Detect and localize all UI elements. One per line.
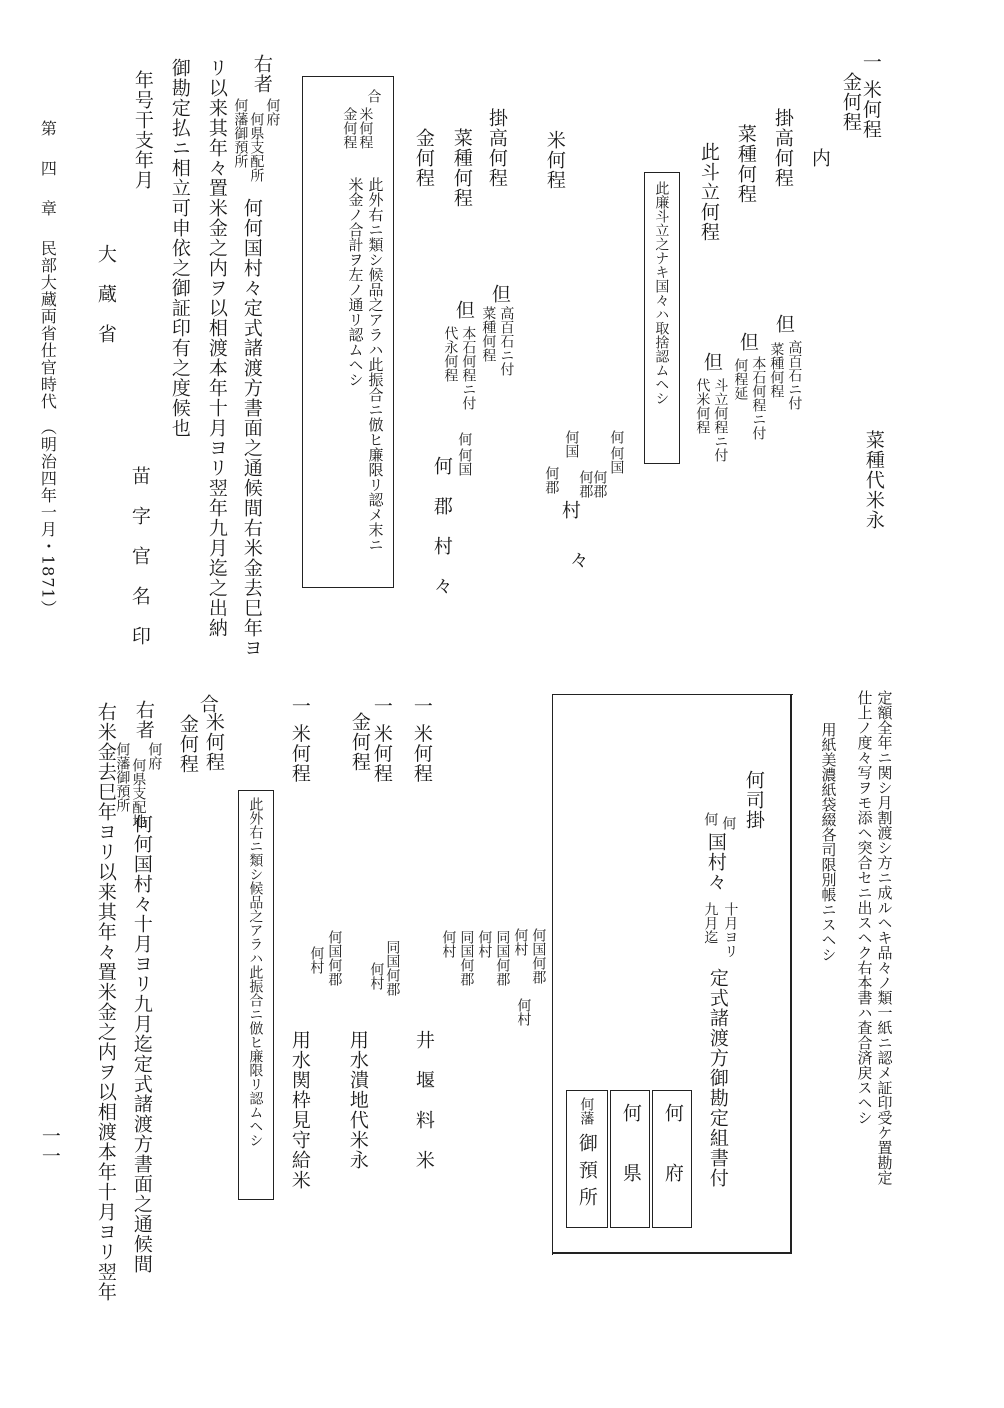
kakedaka-2: 掛高何程: [485, 108, 508, 188]
loc-mura: 村: [558, 500, 581, 520]
nani-a: 何: [720, 816, 737, 830]
t2-a: 本石何程ニ付: [750, 356, 767, 440]
loc-gun-3: 何郡: [543, 466, 560, 494]
row3-loc-b: 何村: [308, 946, 325, 974]
kugatsu: 九月迄: [702, 902, 719, 944]
row1-loc-c: 何村: [515, 998, 532, 1026]
fuken-2: 何県支配所: [248, 112, 265, 182]
row2-name: 用水潰地代米永: [346, 1030, 369, 1170]
nani-b: 何: [702, 812, 719, 826]
t4-b: 菜種何程: [480, 306, 497, 362]
seal-ken-text: 何 県: [619, 1103, 642, 1183]
row3-name: 用水関枠見守給米: [288, 1030, 311, 1190]
box2-gold: 金何程: [341, 107, 358, 149]
note-box-1-text: 此廉斗立之ナキ国々ハ取捨認ムヘシ: [653, 181, 670, 405]
body-b2: 右米金去巳年ヨリ以来其年々置米金之内ヲ以相渡本年十月ヨリ翌年: [94, 702, 117, 1302]
row1-loc-d: 同国何郡: [494, 930, 511, 986]
tadashi-2: 但: [736, 332, 759, 352]
natane-2: 菜種何程: [450, 128, 473, 208]
han-1: 何藩御預所: [232, 98, 249, 168]
seal-han: [566, 1090, 608, 1228]
row2-rice: 一 米何程: [370, 696, 393, 784]
tadashi-4: 但: [488, 284, 511, 304]
note-line-3: 用紙美濃紙袋綴各司限別帳ニスヘシ: [819, 722, 838, 962]
seal-fu: [652, 1090, 692, 1228]
natane: 菜種何程: [734, 124, 757, 204]
row1-loc-b: 何村: [512, 928, 529, 956]
kakedaka: 掛高何程: [771, 108, 794, 188]
note-line-1: 定額全年ニ関シ月割渡シ方ニ成ルヘキ品々ノ類一紙ニ認メ証印受ケ置勘定: [875, 690, 894, 1185]
t5-b: 代永何程: [442, 326, 459, 382]
fu-2: 何府: [146, 742, 163, 770]
gun-son: 何 郡 村 々: [430, 456, 453, 596]
fuken-1: 何府: [264, 98, 281, 126]
kuni-mura: 国村々: [704, 832, 727, 892]
myoji-kanmei-in: 苗 字 官 名 印: [128, 466, 151, 646]
box2-line-2: 米金ノ合計ヲ左ノ通リ認ムヘシ: [346, 177, 365, 387]
seal-ken: [610, 1090, 650, 1228]
body-line-2: リ以来其年々置米金之内ヲ以相渡本年十月ヨリ翌年九月迄之出納: [205, 58, 228, 638]
migi-sha-2: 右者: [132, 700, 155, 740]
han-2: 何藩御預所: [114, 742, 131, 812]
seal-goyo: 御預所: [575, 1133, 598, 1214]
gold-amount: 金何程: [839, 72, 862, 132]
jugatsu: 十月ヨリ: [722, 902, 739, 958]
t4-a: 高百石ニ付: [498, 306, 515, 376]
loc-gun-2: 何郡: [577, 470, 594, 498]
go-gold: 金何程: [176, 714, 199, 774]
t3-b: 代米何程: [694, 378, 711, 434]
t2-b: 何程延: [732, 358, 749, 400]
t5-a: 本石何程ニ付: [460, 326, 477, 410]
t1-b: 菜種何程: [768, 342, 785, 398]
row1-loc-f: 同国何郡: [458, 930, 475, 986]
t3-a: 斗立何程ニ付: [712, 378, 729, 462]
box2-rice: 米何程: [357, 107, 374, 149]
go-label: 合: [196, 694, 219, 714]
form-frame-right: [790, 694, 792, 1254]
row1-loc-g: 何村: [440, 930, 457, 958]
ken-2: 何県支配地: [130, 758, 147, 828]
row3-loc-a: 何国何郡: [326, 930, 343, 986]
seal-han-label: 何藩: [578, 1097, 595, 1125]
nani-tsukasa: 何司掛: [742, 770, 765, 830]
form-frame-bottom: [552, 1252, 792, 1254]
body-line-3: 御勘定払ニ相立可申依之御証印有之度候也: [168, 58, 191, 438]
page-number: 一一: [38, 1126, 61, 1166]
gold-2: 金何程: [412, 128, 435, 188]
rice-amount: 一 米何程: [859, 52, 882, 140]
running-header-chapter: 第 四 章: [38, 120, 58, 220]
seal-fu-text: 何 府: [661, 1103, 684, 1183]
box2-line-1: 此外右ニ類シ候品之アラハ此振合ニ倣ヒ廉限リ認メ末ニ: [366, 177, 385, 552]
loc-nani-2: 何: [456, 432, 473, 446]
okura-sho: 大 蔵 省: [94, 244, 117, 344]
row1-rice: 一 米何程: [410, 696, 433, 784]
box2-go: 合: [365, 89, 382, 103]
loc-mura-2: 々: [566, 550, 589, 570]
body-b1: 何何国村々十月ヨリ九月迄定式諸渡方書面之通候間: [130, 814, 153, 1274]
hakari: 此斗立何程: [697, 142, 720, 242]
uchi-label: 内: [808, 148, 831, 168]
row3-rice: 一 米何程: [288, 696, 311, 784]
form-title: 定式諸渡方御勘定組書付: [706, 968, 729, 1188]
note-box-3-text: 此外右ニ類シ候品之アラハ此振合ニ倣ヒ廉限リ認ムヘシ: [247, 797, 264, 1147]
t1-a: 高百石ニ付: [786, 340, 803, 410]
row2-loc-a: 同国何郡: [384, 940, 401, 996]
row2-loc-b: 何村: [368, 962, 385, 990]
tadashi-5: 但: [452, 300, 475, 320]
note-line-2: 仕上ノ度々写ヲモ添ヘ突合セニ出スヘク右本書ハ査合済戻スヘシ: [855, 690, 874, 1125]
nengo: 年号干支年月: [131, 70, 154, 190]
loc-kuni-2: 何国: [563, 430, 580, 458]
natane-ei: 菜種代米永: [862, 430, 885, 530]
tadashi-1: 但: [772, 314, 795, 334]
body-line-1: 何何国村々定式諸渡方書面之通候間右米金去巳年ヨ: [240, 198, 263, 658]
tadashi-3: 但: [700, 352, 723, 372]
row1-loc-e: 何村: [476, 930, 493, 958]
go-rice: 米何程: [202, 712, 225, 772]
row1-loc-a: 何国何郡: [530, 928, 547, 984]
kome-2: 米何程: [543, 130, 566, 190]
summary-box-1: [302, 76, 394, 588]
running-header-title: 民部大蔵両省仕官時代 （明治四年一月・1871）: [38, 240, 58, 617]
row1-name: 井 堰 料 米: [412, 1030, 435, 1170]
loc-gun-1: 何郡: [591, 470, 608, 498]
note-box-3: [238, 790, 274, 1200]
loc-kuni-1: 何国: [608, 446, 625, 474]
migi-sha: 右者: [250, 54, 273, 94]
note-box-1: [644, 172, 680, 464]
loc-kuni-3: 何国: [456, 448, 473, 476]
loc-nani-1: 何: [608, 430, 625, 444]
row2-gold: 金何程: [348, 712, 371, 772]
